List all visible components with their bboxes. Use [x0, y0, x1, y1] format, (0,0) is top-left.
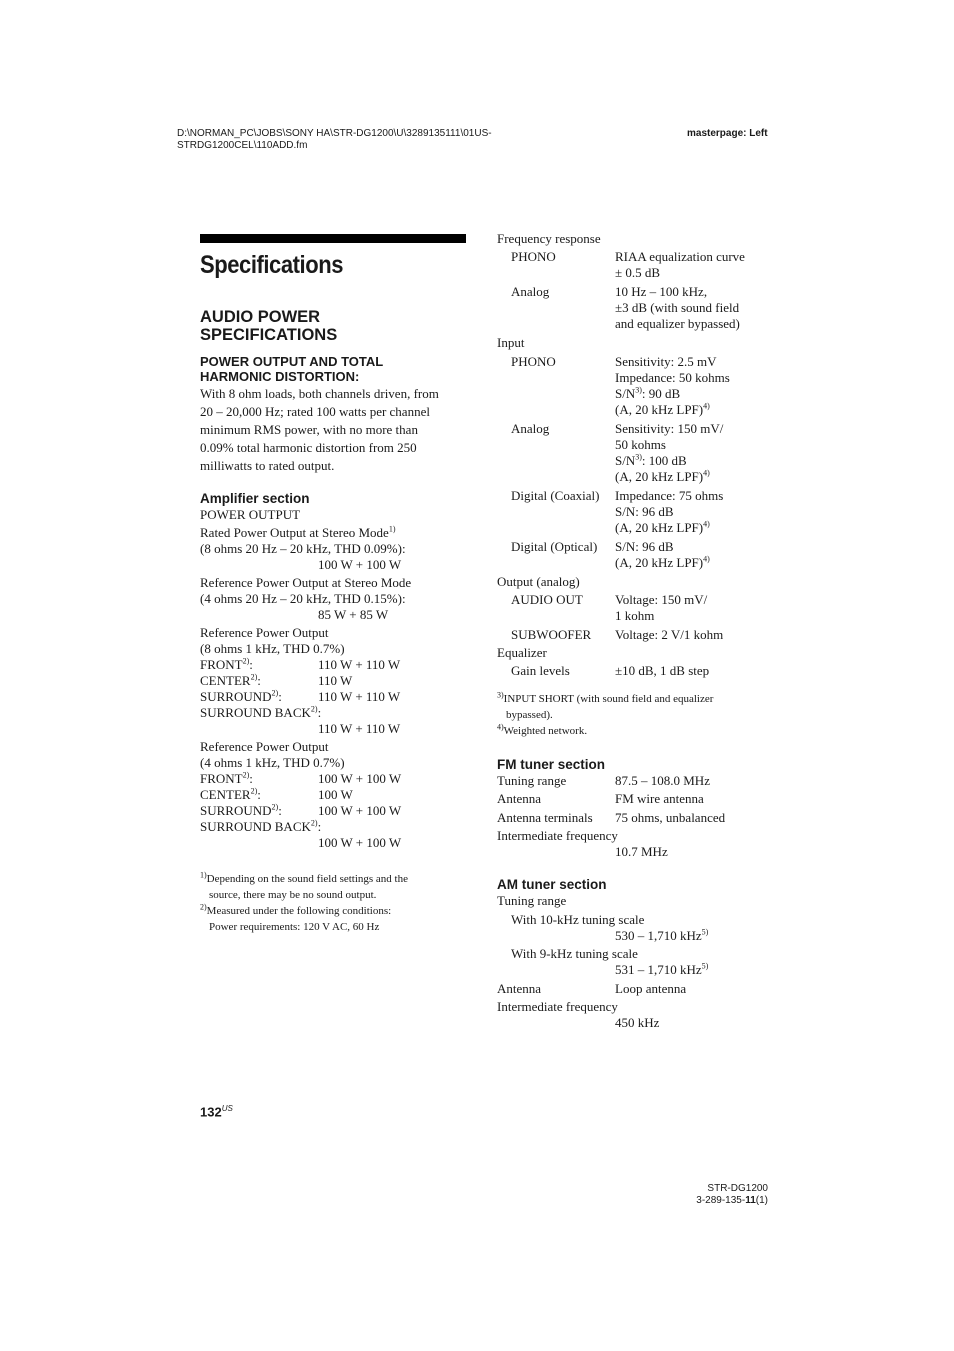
am-antenna-row	[497, 981, 767, 997]
am-range-label: Tuning range	[497, 893, 567, 908]
am-10khz-label: With 10-kHz tuning scale	[511, 912, 645, 927]
channel-label	[200, 771, 318, 787]
value-line	[615, 402, 767, 418]
output-subwoofer-row	[497, 627, 767, 643]
value-line: Impedance: 50 kohms	[615, 370, 730, 385]
spec-label: Digital (Optical)	[511, 539, 598, 554]
footnote-mark: 2)	[200, 902, 207, 912]
right-column	[497, 231, 767, 1031]
channel-name: SURROUND	[200, 689, 272, 704]
spec-value	[615, 249, 767, 281]
colon: :	[278, 689, 282, 704]
value-text: S/N	[615, 386, 636, 401]
paragraph-line: 20 – 20,000 Hz; rated 100 watts per channel	[200, 404, 430, 419]
power-output-paragraph	[200, 385, 466, 475]
value-line: Sensitivity: 2.5 mV	[615, 354, 717, 369]
value-line: Impedance: 75 ohms	[615, 488, 724, 503]
value-text: (A, 20 kHz LPF)	[615, 469, 704, 484]
footnote-text: INPUT SHORT (with sound field and equalizer	[503, 693, 714, 705]
heading-line: SPECIFICATIONS	[200, 326, 338, 344]
am-9khz-label: With 9-kHz tuning scale	[511, 946, 638, 961]
masterpage-label: masterpage: Left	[687, 128, 768, 139]
page-suffix: US	[221, 1104, 233, 1113]
ref8-sback-label	[200, 705, 466, 721]
channel-name: SURROUND	[200, 803, 272, 818]
channel-value: 100 W + 100 W	[318, 771, 402, 786]
channel-label	[200, 689, 318, 705]
spec-value	[615, 354, 767, 418]
ref8-label: Reference Power Output	[200, 625, 329, 640]
input-label: Input	[497, 335, 525, 350]
footnote-ref: 4)	[703, 554, 710, 564]
footnote-ref: 2)	[310, 704, 318, 714]
spec-label: Antenna	[497, 981, 542, 996]
footnote-text: Measured under the following conditions:	[206, 905, 392, 917]
value-text: (A, 20 kHz LPF)	[615, 555, 704, 570]
ref4-condition: (4 ohms 1 kHz, THD 0.7%)	[200, 755, 345, 770]
value-line: ± 0.5 dB	[615, 265, 661, 280]
paragraph-line: minimum RMS power, with no more than	[200, 422, 418, 437]
value-line: 1 kohm	[615, 608, 655, 623]
paragraph-line: 0.09% total harmonic distortion from 250	[200, 440, 417, 455]
value-text: : 90 dB	[641, 386, 681, 401]
value-text: : 100 dB	[641, 453, 687, 468]
power-output-subheading	[200, 354, 466, 384]
input-coaxial-row	[497, 488, 767, 536]
value-line: and equalizer bypassed)	[615, 316, 740, 331]
output-audio-row	[497, 592, 767, 624]
file-path-line: D:\NORMAN_PC\JOBS\SONY HA\STR-DG1200\U\3289135111\01US-	[177, 128, 492, 139]
channel-name: SURROUND BACK	[200, 819, 311, 834]
value-line	[615, 520, 767, 536]
footnote-ref: 2)	[250, 672, 258, 682]
footnote-ref: 2)	[310, 818, 318, 828]
part-code	[687, 1195, 768, 1207]
value-line: S/N: 96 dB	[615, 539, 674, 554]
spec-label: AUDIO OUT	[511, 592, 583, 607]
audio-power-heading	[200, 308, 466, 344]
colon: :	[249, 771, 253, 786]
value-line	[615, 555, 767, 571]
input-phono-row	[497, 354, 767, 418]
ref-stereo-condition: (4 ohms 20 Hz – 20 kHz, THD 0.15%):	[200, 591, 406, 606]
channel-value: 100 W + 100 W	[318, 803, 402, 818]
footnote-ref: 2)	[271, 688, 279, 698]
am-10khz-value	[497, 928, 767, 944]
spec-value: FM wire antenna	[615, 791, 704, 806]
spec-label: Analog	[511, 284, 550, 299]
footnote-ref: 4)	[703, 519, 710, 529]
spec-label: Gain levels	[511, 663, 570, 678]
spec-value: 75 ohms, unbalanced	[615, 810, 726, 825]
footnote-ref: 2)	[242, 770, 250, 780]
spec-value: Loop antenna	[615, 981, 687, 996]
spec-label: Tuning range	[497, 773, 567, 788]
ref4-label: Reference Power Output	[200, 739, 329, 754]
channel-value: 100 W	[318, 787, 353, 802]
value-line: RIAA equalization curve	[615, 249, 745, 264]
file-path-line: STRDG1200CEL\110ADD.fm	[177, 140, 308, 151]
am-9khz-value	[497, 962, 767, 978]
value-text: S/N	[615, 453, 636, 468]
ref4-sback-label	[200, 819, 466, 835]
fm-if-value: 10.7 MHz	[615, 844, 668, 859]
freq-analog-row	[497, 284, 767, 332]
spec-value	[615, 284, 767, 332]
channel-label	[200, 673, 318, 689]
footnote-ref: 5)	[701, 927, 709, 937]
channel-name: FRONT	[200, 771, 243, 786]
rated-power-value: 100 W + 100 W	[318, 557, 402, 572]
ref8-condition: (8 ohms 1 kHz, THD 0.7%)	[200, 641, 345, 656]
channel-label	[200, 803, 318, 819]
spec-value: Voltage: 2 V/1 kohm	[615, 627, 724, 642]
rated-power-condition: (8 ohms 20 Hz – 20 kHz, THD 0.09%):	[200, 541, 406, 556]
frequency-response-label: Frequency response	[497, 231, 601, 246]
equalizer-label: Equalizer	[497, 645, 547, 660]
footnote-ref: 3)	[635, 385, 642, 395]
fm-antenna-row	[497, 791, 767, 807]
code-revision: 11	[745, 1195, 756, 1206]
colon: :	[317, 819, 322, 834]
value-line	[615, 453, 767, 469]
footnote-ref: 2)	[271, 802, 279, 812]
footnote-1	[200, 871, 466, 887]
ref8-surround-row	[200, 689, 466, 705]
colon: :	[278, 803, 282, 818]
gain-levels-row	[497, 663, 767, 679]
footnote-ref: 4)	[703, 401, 710, 411]
am-tuner-heading: AM tuner section	[497, 877, 607, 892]
footnote-3-cont: bypassed).	[506, 709, 553, 721]
heading-line: AUDIO POWER	[200, 308, 321, 326]
page-number	[200, 1104, 233, 1119]
page-title: Specifications	[200, 251, 343, 279]
value-line: S/N: 96 dB	[615, 504, 674, 519]
fm-range-row	[497, 773, 767, 789]
value-line: ±3 dB (with sound field	[615, 300, 740, 315]
footnote-2-cont: Power requirements: 120 V AC, 60 Hz	[209, 921, 380, 933]
output-label: Output (analog)	[497, 574, 580, 589]
spec-label: Antenna terminals	[497, 810, 593, 825]
value-line	[615, 386, 767, 402]
am-if-label: Intermediate frequency	[497, 999, 618, 1014]
ref4-center-row	[200, 787, 466, 803]
channel-label	[200, 787, 318, 803]
footnote-mark: 1)	[200, 870, 207, 880]
input-optical-row	[497, 539, 767, 571]
power-output-label: POWER OUTPUT	[200, 507, 301, 522]
footnote-text: Depending on the sound field settings and the	[206, 873, 408, 885]
fm-tuner-heading: FM tuner section	[497, 757, 606, 772]
ref8-center-row	[200, 673, 466, 689]
ref8-front-row	[200, 657, 466, 673]
channel-name: SURROUND BACK	[200, 705, 311, 720]
footnote-ref: 5)	[701, 961, 709, 971]
model-name: STR-DG1200	[707, 1183, 768, 1194]
channel-value: 110 W	[318, 673, 353, 688]
channel-value: 110 W + 110 W	[318, 657, 401, 672]
value-text: 531 – 1,710 kHz	[615, 962, 702, 977]
ref4-sback-value: 100 W + 100 W	[318, 835, 402, 850]
spec-value: ±10 dB, 1 dB step	[615, 663, 710, 678]
spec-value: 87.5 – 108.0 MHz	[615, 773, 710, 788]
fm-if-label: Intermediate frequency	[497, 828, 618, 843]
channel-name: FRONT	[200, 657, 243, 672]
title-rule	[200, 234, 466, 243]
colon: :	[257, 673, 261, 688]
ref8-sback-value: 110 W + 110 W	[318, 721, 401, 736]
ref4-surround-row	[200, 803, 466, 819]
code-suffix: (1)	[755, 1195, 768, 1206]
channel-name: CENTER	[200, 787, 251, 802]
value-text: (A, 20 kHz LPF)	[615, 520, 704, 535]
subheading-line: HARMONIC DISTORTION:	[200, 369, 360, 384]
spec-label: Digital (Coaxial)	[511, 488, 600, 503]
footnote-mark: 3)	[497, 690, 504, 700]
amplifier-section-heading: Amplifier section	[200, 491, 310, 506]
input-analog-row	[497, 421, 767, 485]
code-prefix: 3-289-135-	[696, 1195, 746, 1206]
spec-value	[615, 539, 767, 571]
value-line: 10 Hz – 100 kHz,	[615, 284, 708, 299]
left-column	[200, 234, 466, 935]
footnote-ref: 4)	[703, 468, 710, 478]
channel-label	[200, 657, 318, 673]
right-footnotes	[497, 691, 767, 739]
ref-stereo-value: 85 W + 85 W	[318, 607, 389, 622]
footnote-ref: 2)	[242, 656, 250, 666]
spec-label: Antenna	[497, 791, 542, 806]
ref-stereo-label: Reference Power Output at Stereo Mode	[200, 575, 412, 590]
value-text: 530 – 1,710 kHz	[615, 928, 702, 943]
file-path-header	[177, 128, 557, 152]
left-footnotes	[200, 871, 466, 935]
footnote-ref: 2)	[250, 786, 258, 796]
channel-value: 110 W + 110 W	[318, 689, 401, 704]
value-line: 50 kohms	[615, 437, 666, 452]
page-number-text: 132	[200, 1104, 222, 1120]
value-line	[615, 469, 767, 485]
ref4-front-row	[200, 771, 466, 787]
paragraph-line: milliwatts to rated output.	[200, 458, 335, 473]
spec-value	[615, 488, 767, 536]
spec-label: PHONO	[511, 249, 556, 264]
spec-label: PHONO	[511, 354, 556, 369]
footnote-text: Weighted network.	[503, 725, 588, 737]
am-if-value: 450 kHz	[615, 1015, 660, 1030]
footnote-4	[497, 723, 767, 739]
value-text: (A, 20 kHz LPF)	[615, 402, 704, 417]
footnote-2	[200, 903, 466, 919]
footnote-mark: 4)	[497, 722, 504, 732]
freq-phono-row	[497, 249, 767, 281]
footnote-1-cont: source, there may be no sound output.	[209, 889, 377, 901]
subheading-line: POWER OUTPUT AND TOTAL	[200, 354, 384, 369]
model-code-block	[687, 1183, 768, 1207]
fm-terminals-row	[497, 810, 767, 826]
channel-name: CENTER	[200, 673, 251, 688]
value-line: Sensitivity: 150 mV/	[615, 421, 724, 436]
rated-power-text: Rated Power Output at Stereo Mode	[200, 525, 389, 540]
footnote-ref: 3)	[635, 452, 642, 462]
colon: :	[249, 657, 253, 672]
spec-value	[615, 421, 767, 485]
spec-label: SUBWOOFER	[511, 627, 592, 642]
footnote-3	[497, 691, 767, 707]
value-line: Voltage: 150 mV/	[615, 592, 708, 607]
paragraph-line: With 8 ohm loads, both channels driven, from	[200, 386, 439, 401]
footnote-ref: 1)	[388, 524, 396, 534]
spec-value	[615, 592, 767, 624]
colon: :	[257, 787, 261, 802]
colon: :	[317, 705, 322, 720]
rated-power-label	[200, 525, 466, 541]
spec-label: Analog	[511, 421, 550, 436]
